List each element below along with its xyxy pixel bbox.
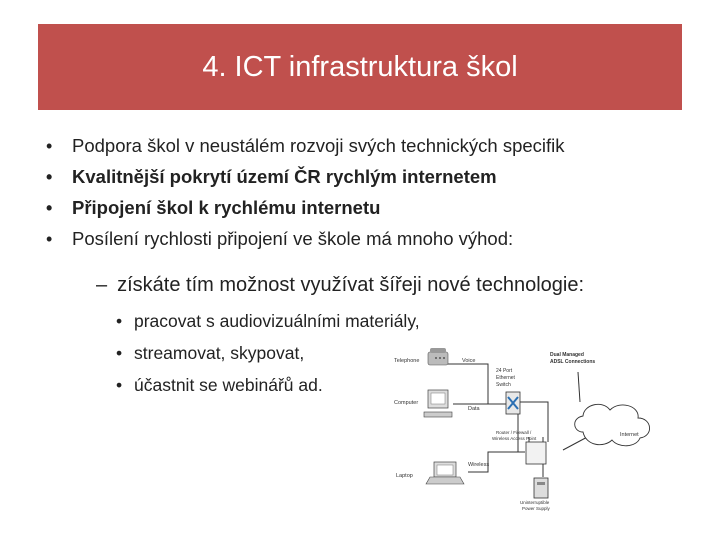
- bullet-item: • Kvalitnější pokrytí území ČR rychlým internetem: [46, 166, 497, 187]
- sub-bullet: – získáte tím možnost využívat šířeji nové technologie:: [96, 274, 584, 296]
- label-adsl-1: Dual Managed: [550, 352, 584, 358]
- sub-sub-bullet-list: [116, 307, 420, 403]
- sub-sub-bullet-item: • streamovat, skypovat,: [116, 343, 305, 363]
- telephone-icon: [428, 348, 448, 365]
- label-computer: Computer: [394, 400, 419, 406]
- label-switch-3: Switch: [496, 382, 511, 388]
- sub-sub-bullet-text: účastnit se webinářů ad.: [134, 375, 323, 395]
- label-laptop: Laptop: [396, 473, 413, 479]
- title-bar: [38, 24, 682, 110]
- bullet-text: Kvalitnější pokrytí území ČR rychlým internetem: [72, 166, 497, 187]
- ups-icon: [534, 478, 548, 498]
- switch-icon: [506, 392, 520, 414]
- cloud-icon: [575, 404, 650, 445]
- label-internet: Internet: [620, 432, 639, 438]
- network-diagram: [388, 342, 670, 514]
- label-wireless: Wireless: [468, 462, 490, 468]
- label-switch-2: Ethernet: [496, 375, 515, 381]
- bullet-text: Připojení škol k rychlému internetu: [72, 197, 381, 218]
- sub-sub-bullet-item: • pracovat s audiovizuálními materiály,: [116, 311, 420, 331]
- label-adsl-2: ADSL Connections: [550, 359, 596, 365]
- router-icon: [526, 437, 546, 464]
- slide-title: 4. ICT infrastruktura škol: [202, 50, 518, 83]
- laptop-icon: [426, 462, 464, 484]
- sub-sub-bullet-item: • účastnit se webinářů ad.: [116, 375, 323, 395]
- label-router-1: Router / Firewall /: [496, 430, 532, 435]
- label-switch-1: 24 Port: [496, 368, 513, 374]
- computer-icon: [424, 390, 452, 417]
- sub-sub-bullet-text: streamovat, skypovat,: [134, 343, 305, 363]
- label-ups-1: Uninterruptible: [520, 500, 550, 505]
- bullet-list: [46, 132, 565, 256]
- bullet-text: Podpora škol v neustálém rozvoji svých technických specifik: [72, 135, 565, 156]
- label-telephone: Telephone: [394, 358, 420, 364]
- label-ups-2: Power Supply: [522, 506, 550, 511]
- bullet-text: Posílení rychlosti připojení ve škole má mnoho výhod:: [72, 228, 514, 249]
- sub-bullet-text: získáte tím možnost využívat šířeji nové technologie:: [117, 274, 584, 296]
- label-router-2: Wireless Access Point: [492, 436, 537, 441]
- label-data: Data: [468, 406, 480, 412]
- bullet-item: • Připojení škol k rychlému internetu: [46, 197, 381, 218]
- label-voice: Voice: [462, 358, 476, 364]
- sub-sub-bullet-text: pracovat s audiovizuálními materiály,: [134, 311, 420, 331]
- bullet-item: • Posílení rychlosti připojení ve škole má mnoho výhod:: [46, 228, 514, 249]
- bullet-item: • Podpora škol v neustálém rozvoji svých technických specifik: [46, 135, 565, 156]
